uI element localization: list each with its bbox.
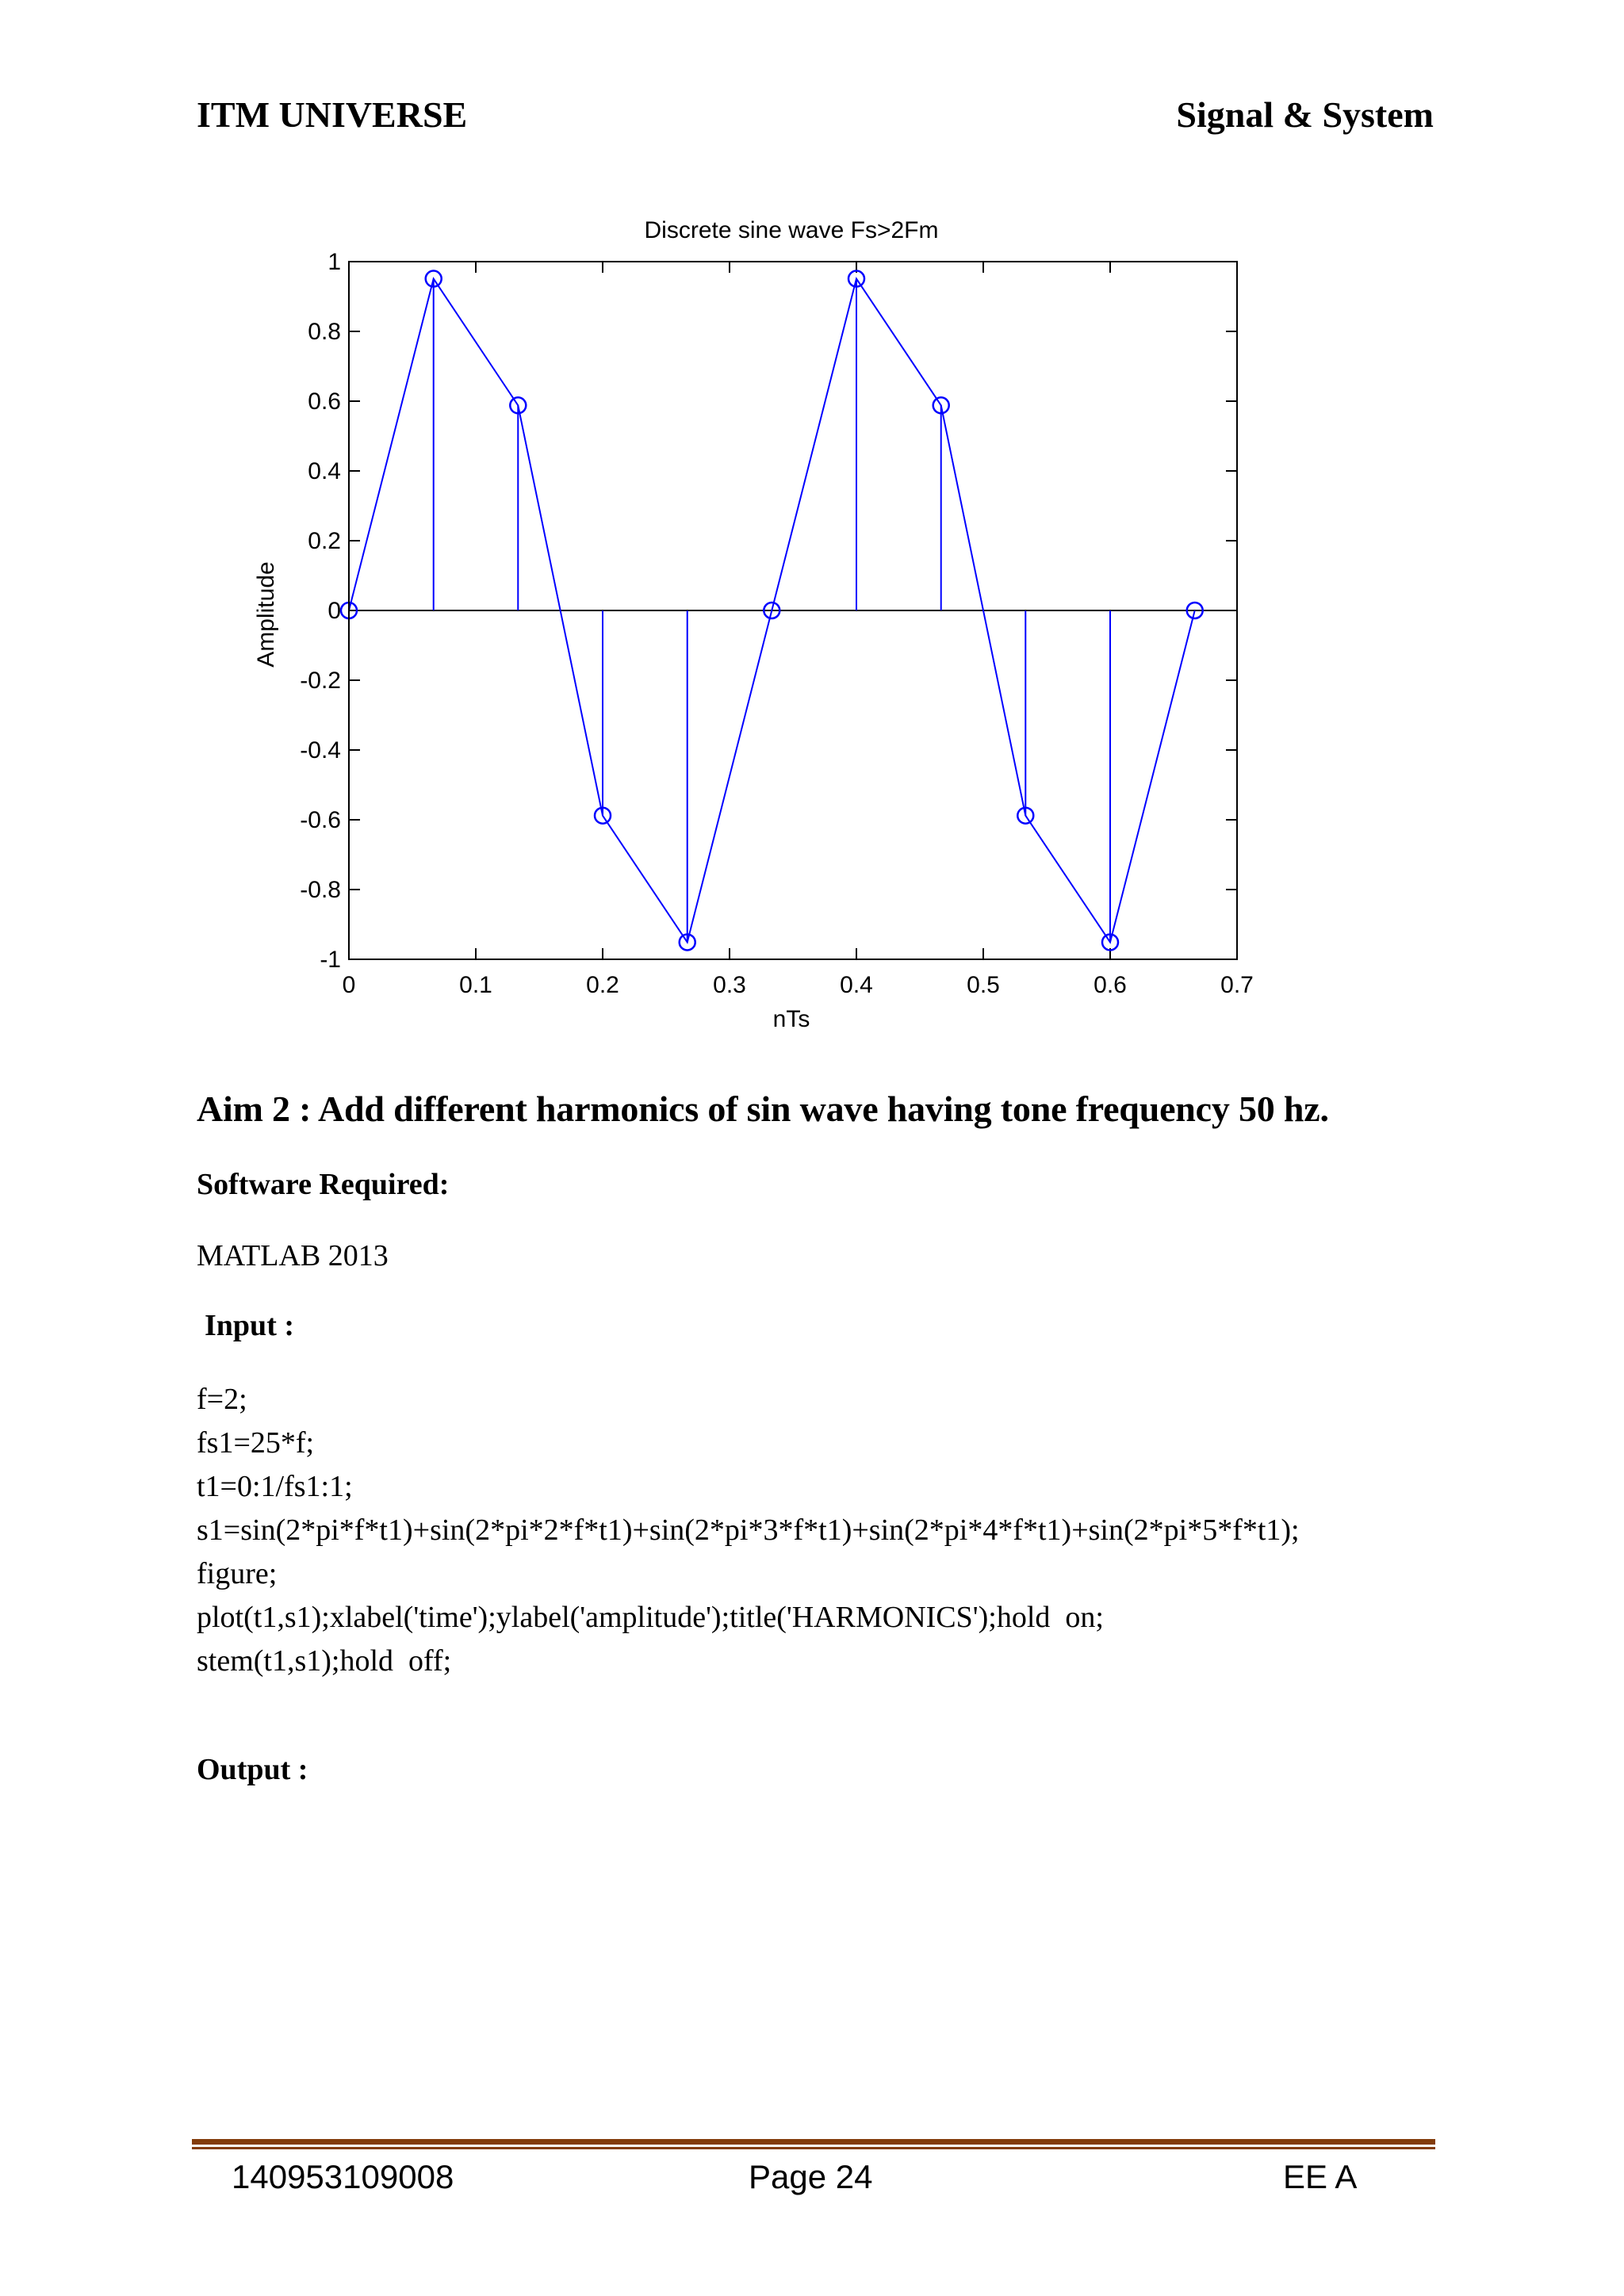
chart-xlabel: nTs	[772, 1006, 810, 1032]
aim-heading: Aim 2 : Add different harmonics of sin wave having tone frequency 50 hz.	[197, 1089, 1329, 1129]
x-tick-label: 0.2	[586, 972, 619, 998]
chart-title: Discrete sine wave Fs>2Fm	[644, 217, 939, 243]
y-tick-label: 1	[327, 249, 341, 275]
code-line: f=2;	[197, 1383, 247, 1416]
y-tick-label: 0	[327, 598, 341, 624]
footer-class: EE A	[1283, 2158, 1358, 2195]
footer-page: Page 24	[749, 2158, 873, 2195]
y-tick-label: -0.8	[300, 877, 341, 903]
output-label: Output :	[197, 1753, 308, 1786]
code-line: t1=0:1/fs1:1;	[197, 1470, 353, 1503]
code-line: fs1=25*f;	[197, 1426, 315, 1460]
x-tick-label: 0.4	[840, 972, 873, 998]
x-tick-label: 0.3	[713, 972, 746, 998]
footer-rule	[192, 2139, 1435, 2145]
software-value: MATLAB 2013	[197, 1239, 389, 1272]
y-tick-label: 0.6	[308, 388, 341, 415]
code-line: s1=sin(2*pi*f*t1)+sin(2*pi*2*f*t1)+sin(2*pi*3*f*t1)+sin(2*pi*4*f*t1)+sin(2*pi*5*f*t1);	[197, 1513, 1300, 1547]
x-tick-label: 0.7	[1220, 972, 1254, 998]
x-tick-label: 0.1	[459, 972, 492, 998]
y-tick-label: -0.6	[300, 807, 341, 833]
code-line: stem(t1,s1);hold off;	[197, 1644, 452, 1678]
code-line: plot(t1,s1);xlabel('time');ylabel('amplitude');title('HARMONICS');hold on;	[197, 1601, 1104, 1634]
code-block	[197, 1378, 1300, 1683]
y-tick-label: -0.4	[300, 737, 341, 763]
code-line: figure;	[197, 1557, 278, 1590]
x-tick-label: 0.5	[967, 972, 1000, 998]
y-tick-label: 0.2	[308, 528, 341, 554]
footer-rule-thin	[192, 2147, 1435, 2149]
y-tick-label: 0.8	[308, 319, 341, 345]
y-tick-label: 0.4	[308, 458, 341, 484]
footer-id: 140953109008	[232, 2158, 454, 2195]
chart-ylabel: Amplitude	[253, 561, 279, 668]
software-required-label: Software Required:	[197, 1168, 450, 1201]
x-tick-label: 0	[342, 972, 356, 998]
y-tick-label: -1	[320, 947, 341, 973]
stem-chart	[238, 198, 1285, 1054]
header-right: Signal & System	[1176, 94, 1434, 135]
y-tick-label: -0.2	[300, 668, 341, 694]
input-label: Input :	[205, 1309, 294, 1342]
header-left: ITM UNIVERSE	[197, 94, 468, 135]
x-tick-label: 0.6	[1094, 972, 1127, 998]
